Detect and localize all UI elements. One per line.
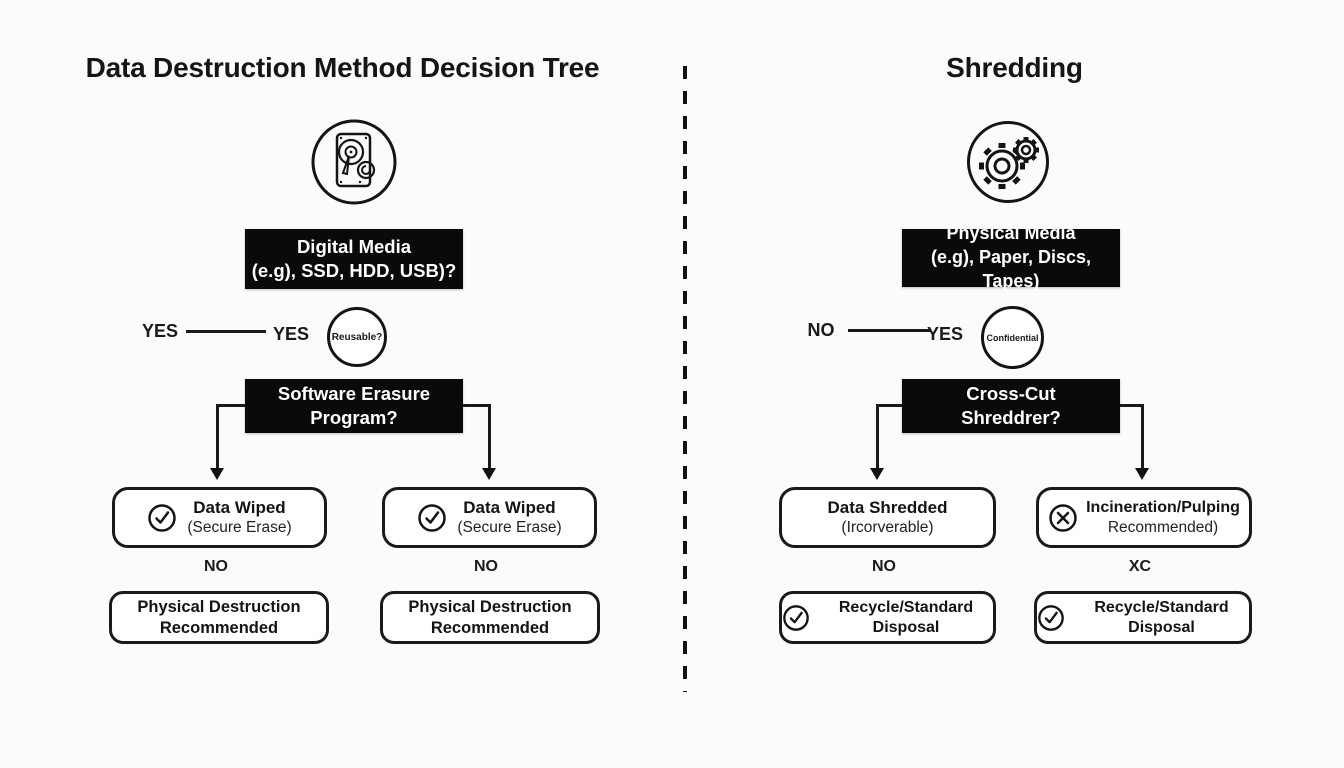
- left-no-label-1: NO: [204, 558, 228, 575]
- incineration-line2: Recommended): [1107, 518, 1219, 536]
- physical-media-question-box: [902, 223, 1120, 291]
- left-connector-vert-a: [216, 404, 219, 468]
- right-branch-inner-label: YES: [926, 324, 964, 344]
- right-connector-vert-a: [876, 404, 879, 468]
- left-branch-line: [186, 330, 266, 333]
- data-wiped-line2: (Secure Erase): [187, 519, 292, 537]
- confidential-decision-circle: [981, 306, 1044, 369]
- x-circle-icon: [1048, 503, 1078, 533]
- left-no-label-2: NO: [474, 558, 498, 575]
- right-branch-outer-label: NO: [807, 320, 835, 340]
- incineration-pulping-box: [1036, 487, 1252, 548]
- recycle-disposal-label: Recycle/Standard Disposal: [1094, 598, 1229, 636]
- reusable-decision-circle: [327, 307, 387, 367]
- right-connector-vert-b: [1141, 404, 1144, 468]
- right-xc-label: XC: [1128, 558, 1152, 575]
- left-panel-title: Data Destruction Method Decision Tree: [85, 52, 600, 83]
- left-connector-stub-b: [463, 404, 491, 407]
- software-erasure-line2: Program?: [310, 407, 398, 428]
- right-panel-title: Shredding: [946, 52, 1083, 83]
- left-connector-vert-b: [488, 404, 491, 468]
- cross-cut-line1: Cross-Cut: [966, 382, 1056, 404]
- software-erasure-line1: Software Erasure: [277, 382, 431, 404]
- reusable-label: Reusable?: [331, 331, 383, 343]
- data-shredded-box: [779, 487, 996, 548]
- cross-cut-shredder-question-box: [902, 379, 1120, 433]
- right-arrowhead-b: [1135, 468, 1149, 480]
- physical-destruction-line2: Recommended: [430, 618, 550, 637]
- physical-destruction-line1: Physical Destruction: [408, 597, 572, 616]
- incineration-line1: Incineration/Pulping: [1086, 498, 1240, 516]
- recycle-disposal-box-2: [1034, 591, 1252, 644]
- digital-media-question-box: [245, 229, 463, 289]
- check-circle-icon: [782, 604, 810, 632]
- data-wiped-line2: (Secure Erase): [457, 519, 562, 537]
- data-wiped-box-2: [382, 487, 597, 548]
- left-connector-stub-a: [217, 404, 245, 407]
- hard-drive-icon: [310, 118, 398, 206]
- right-arrowhead-a: [870, 468, 884, 480]
- cross-cut-line2: Shreddrer?: [961, 407, 1061, 428]
- recycle-disposal-label: Recycle/Standard Disposal: [838, 598, 974, 636]
- left-arrowhead-b: [482, 468, 496, 480]
- data-wiped-box-1: [112, 487, 327, 548]
- left-branch-inner-label: YES: [272, 324, 310, 344]
- left-arrowhead-a: [210, 468, 224, 480]
- confidential-label: Confidential: [986, 332, 1039, 343]
- physical-destruction-line1: Physical Destruction: [137, 597, 301, 616]
- check-circle-icon: [417, 503, 447, 533]
- check-circle-icon: [147, 503, 177, 533]
- data-wiped-line1: Data Wiped: [193, 498, 286, 518]
- software-erasure-question-box: [245, 379, 463, 433]
- gears-icon: [966, 120, 1050, 204]
- physical-destruction-box-2: [380, 591, 600, 644]
- recycle-disposal-box-1: [779, 591, 996, 644]
- physical-destruction-box-1: [109, 591, 329, 644]
- physical-destruction-line2: Recommended: [159, 618, 279, 637]
- data-shredded-line2: (Ircorverable): [841, 519, 934, 537]
- physical-media-line1: Physical Media: [946, 223, 1076, 244]
- digital-media-line2: (e.g), SSD, HDD, USB)?: [251, 260, 457, 281]
- physical-media-line2: (e.g), Paper, Discs, Tapes): [930, 247, 1092, 291]
- left-branch-outer-label: YES: [141, 321, 179, 341]
- data-shredded-line1: Data Shredded: [827, 498, 948, 518]
- right-no-label: NO: [872, 558, 896, 575]
- data-wiped-line1: Data Wiped: [463, 498, 556, 518]
- digital-media-line1: Digital Media: [296, 235, 412, 257]
- right-connector-stub-a: [877, 404, 902, 407]
- check-circle-icon: [1037, 604, 1065, 632]
- panel-divider: [683, 66, 687, 692]
